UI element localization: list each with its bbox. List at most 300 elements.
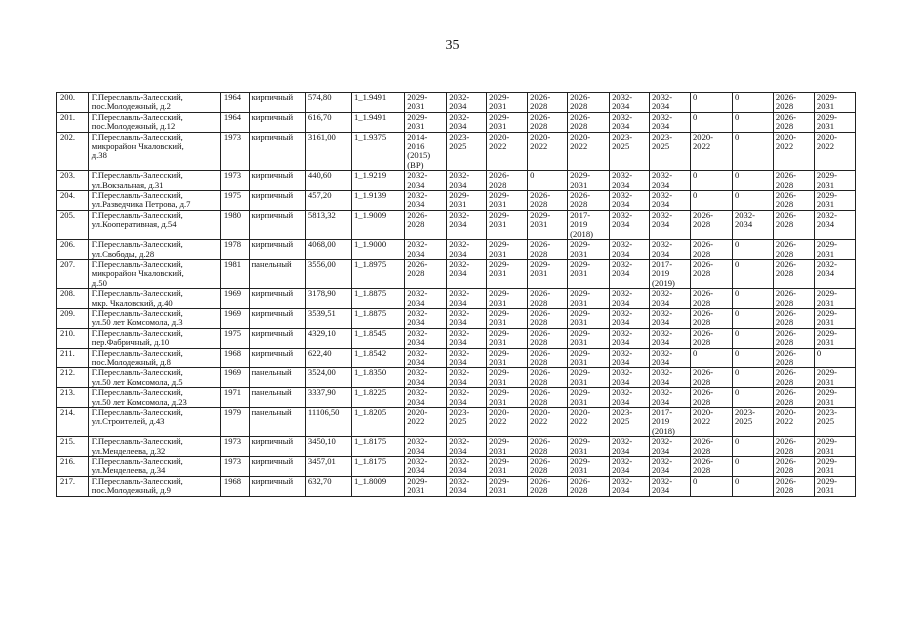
repair-period-cell-line: 2029- <box>816 387 837 398</box>
repair-period-cell-line: 2028 <box>775 465 794 476</box>
repair-period-cell <box>487 93 528 113</box>
index-code-cell-line: 1_1.8009 <box>353 476 387 486</box>
repair-period-cell-line: 2028 <box>570 485 588 496</box>
repair-period-cell-line: 2031 <box>816 121 835 132</box>
repair-period-cell <box>568 191 610 211</box>
repair-period-cell-line: 2032- <box>407 436 428 447</box>
repair-period-cell-line: 2019 <box>652 268 670 279</box>
repair-period-cell <box>528 191 568 211</box>
year-built-cell-line: 1973 <box>223 436 242 447</box>
wall-material-cell <box>249 93 305 113</box>
wall-material-cell-line: кирпичный <box>251 308 294 318</box>
repair-period-cell-line: 2034 <box>652 219 670 230</box>
address-cell <box>88 259 220 288</box>
repair-period-cell <box>773 259 814 288</box>
total-area-cell-line: 4068,00 <box>307 239 336 250</box>
repair-period-cell-line: 2029- <box>816 92 837 102</box>
repair-period-cell-line: 2034 <box>652 356 670 367</box>
year-built-cell-line: 1969 <box>223 367 242 378</box>
total-area-cell-line: 622,40 <box>307 348 332 358</box>
repair-period-cell-line: 2028 <box>692 297 711 308</box>
table-body <box>57 93 856 497</box>
row-number-cell <box>57 408 89 437</box>
table-row <box>57 132 856 171</box>
repair-period-cell-line: 2034 <box>612 219 630 230</box>
repair-period-cell-line: 2031 <box>816 376 835 387</box>
repair-period-cell-line: 2031 <box>489 199 507 210</box>
repair-period-cell-line: 2034 <box>734 219 753 230</box>
repair-period-cell <box>650 476 691 496</box>
repair-period-cell-line: 2026- <box>775 170 796 181</box>
repair-period-cell-line: 2028 <box>692 317 711 328</box>
repair-period-cell-line: 2026- <box>775 367 796 378</box>
index-code-cell <box>351 171 404 191</box>
repair-period-cell <box>690 388 732 408</box>
table-row <box>57 308 856 328</box>
repair-period-cell-line: 2032- <box>652 92 673 102</box>
repair-period-cell <box>568 132 610 171</box>
repair-period-cell <box>568 308 610 328</box>
total-area-cell-line: 616,70 <box>307 112 332 122</box>
wall-material-cell-line: кирпичный <box>251 456 294 467</box>
repair-period-cell-line: 2026- <box>692 328 714 338</box>
repair-period-cell-line: 2026- <box>775 190 796 201</box>
address-cell-line: мкр. Чкаловский, д.40 <box>91 297 173 308</box>
repair-period-cell-line: 0 <box>734 170 740 181</box>
repair-period-cell <box>773 289 814 309</box>
repair-period-cell <box>773 240 814 260</box>
repair-period-cell <box>650 289 691 309</box>
row-number-cell <box>57 171 89 191</box>
repair-period-cell-line: 2029- <box>570 367 591 378</box>
repair-period-cell-line: 2032- <box>652 456 673 467</box>
address-cell-line: Г.Переславль-Залесский, <box>91 476 183 486</box>
repair-period-cell-line: 2029- <box>489 476 510 486</box>
address-cell-line: Г.Переславль-Залесский, <box>91 288 183 299</box>
repair-period-cell-line: 2026- <box>775 92 796 102</box>
repair-period-cell-line: 2031 <box>489 337 507 348</box>
repair-period-cell-line: 2034 <box>449 101 467 112</box>
repair-period-cell <box>447 308 487 328</box>
repair-period-cell-line: 0 <box>734 387 740 398</box>
repair-period-cell <box>814 476 855 496</box>
repair-period-cell-line: 2028 <box>775 376 794 387</box>
repair-period-cell <box>732 476 773 496</box>
repair-period-cell-line: 2029- <box>570 259 591 269</box>
repair-period-cell-line: 2031 <box>816 297 835 308</box>
repair-period-cell-line: 2029- <box>570 387 591 398</box>
index-code-cell-line: 1_1.8975 <box>353 259 387 269</box>
repair-period-cell <box>773 191 814 211</box>
repair-period-cell <box>610 191 650 211</box>
address-cell-line: Г.Переславль-Залесский, <box>91 456 183 467</box>
repair-period-cell-line: 2022 <box>489 141 507 152</box>
repair-period-cell-line: 2031 <box>570 376 588 387</box>
repair-period-cell-line: 2028 <box>530 445 548 456</box>
repair-period-cell-line: 2028 <box>775 297 794 308</box>
address-cell <box>88 289 220 309</box>
repair-period-cell-line: 2034 <box>652 179 670 190</box>
repair-period-cell <box>650 171 691 191</box>
index-code-cell <box>351 437 404 457</box>
repair-period-cell <box>568 112 610 132</box>
year-built-cell-line: 1975 <box>223 190 242 201</box>
total-area-cell <box>305 308 351 328</box>
repair-period-cell-line: 2028 <box>570 199 588 210</box>
total-area-cell <box>305 408 351 437</box>
repair-period-cell-line: 2025 <box>449 416 467 427</box>
repair-period-cell-line: 0 <box>692 170 698 181</box>
year-built-cell-line: 1978 <box>223 239 242 250</box>
index-code-cell <box>351 289 404 309</box>
repair-period-cell <box>487 191 528 211</box>
repair-period-cell-line: 2019 <box>570 219 588 230</box>
repair-period-cell-line: 2031 <box>489 317 507 328</box>
total-area-cell <box>305 132 351 171</box>
repair-period-cell-line: 2026- <box>530 456 551 467</box>
repair-period-cell <box>405 240 447 260</box>
address-cell-line: ул.Менделеева, д.32 <box>91 445 166 456</box>
repair-period-cell-line: 2034 <box>612 445 630 456</box>
repair-period-cell <box>814 348 855 368</box>
year-built-cell-line: 1980 <box>223 210 242 220</box>
repair-period-cell <box>732 408 773 437</box>
wall-material-cell <box>249 191 305 211</box>
repair-period-cell-line: 2026- <box>775 348 796 358</box>
row-number-cell-line: 200. <box>60 92 76 102</box>
repair-period-cell-line: 2032- <box>652 476 673 486</box>
repair-period-cell-line: 0 <box>734 456 740 467</box>
repair-period-cell <box>568 328 610 348</box>
repair-period-cell <box>773 408 814 437</box>
repair-period-cell-line: 0 <box>734 190 740 201</box>
repair-period-cell <box>487 112 528 132</box>
repair-period-cell-line: 2026- <box>775 456 796 467</box>
repair-period-cell-line: 2032- <box>612 259 633 269</box>
repair-period-cell-line: 2032- <box>652 190 673 201</box>
index-code-cell <box>351 408 404 437</box>
wall-material-cell <box>249 240 305 260</box>
address-cell-line: ул.50 лет Комсомола, д.23 <box>91 396 187 407</box>
repair-period-cell-line: 2032- <box>612 190 633 201</box>
repair-period-cell-line: 2026- <box>692 259 714 269</box>
repair-period-cell-line: 2029- <box>570 239 591 250</box>
address-cell-line: ул.Вокзальная, д.31 <box>91 179 164 190</box>
repair-period-cell <box>732 308 773 328</box>
repair-period-cell <box>610 408 650 437</box>
repair-period-cell <box>773 388 814 408</box>
wall-material-cell <box>249 476 305 496</box>
repair-period-cell-line: 2023- <box>652 132 673 142</box>
repair-period-cell <box>405 388 447 408</box>
repair-period-cell-line: 2034 <box>652 199 670 210</box>
repair-period-cell <box>814 240 855 260</box>
repair-period-cell-line: 2034 <box>652 337 670 348</box>
repair-period-cell-line: 2031 <box>816 465 835 476</box>
total-area-cell-line: 3450,10 <box>307 436 336 447</box>
row-number-cell <box>57 457 89 477</box>
repair-period-cell <box>650 328 691 348</box>
year-built-cell-line: 1969 <box>223 308 242 318</box>
table-row <box>57 112 856 132</box>
repair-period-cell-line: 2026- <box>692 210 714 220</box>
repair-period-cell <box>814 191 855 211</box>
repair-period-cell-line: 2034 <box>407 396 425 407</box>
total-area-cell-line: 3178,90 <box>307 288 336 299</box>
index-code-cell-line: 1_1.9009 <box>353 210 387 220</box>
housing-repair-schedule-table <box>56 92 856 497</box>
repair-period-cell <box>610 437 650 457</box>
table-row <box>57 328 856 348</box>
repair-period-cell-line: 2034 <box>612 121 630 132</box>
index-code-cell <box>351 93 404 113</box>
year-built-cell-line: 1973 <box>223 132 242 142</box>
repair-period-cell <box>814 437 855 457</box>
repair-period-cell <box>568 93 610 113</box>
repair-period-cell-line: 2026- <box>530 348 551 358</box>
row-number-cell <box>57 210 89 239</box>
repair-period-cell-line: 2032- <box>612 328 633 338</box>
repair-period-cell <box>814 210 855 239</box>
repair-period-cell <box>650 132 691 171</box>
repair-period-cell <box>610 240 650 260</box>
repair-period-cell-line: 2028 <box>530 376 548 387</box>
repair-period-cell-line: 2028 <box>775 248 794 259</box>
row-number-cell-line: 214. <box>60 407 76 417</box>
repair-period-cell <box>650 437 691 457</box>
repair-period-cell-line: 2032- <box>612 239 633 250</box>
year-built-cell <box>220 259 249 288</box>
repair-period-cell <box>405 93 447 113</box>
repair-period-cell-line: 2028 <box>775 219 794 230</box>
repair-period-cell <box>487 437 528 457</box>
repair-period-cell-line: 2031 <box>570 179 588 190</box>
repair-period-cell-line: 2032- <box>734 210 756 220</box>
year-built-cell <box>220 368 249 388</box>
repair-period-cell <box>732 93 773 113</box>
repair-period-cell-line: 2031 <box>489 121 507 132</box>
repair-period-cell <box>773 437 814 457</box>
index-code-cell <box>351 328 404 348</box>
repair-period-cell-line: 2034 <box>449 121 467 132</box>
repair-period-cell <box>405 408 447 437</box>
total-area-cell <box>305 289 351 309</box>
index-code-cell-line: 1_1.9219 <box>353 170 387 181</box>
repair-period-cell-line: 2025 <box>449 141 467 152</box>
repair-period-cell <box>650 240 691 260</box>
address-cell <box>88 388 220 408</box>
total-area-cell-line: 457,20 <box>307 190 332 201</box>
repair-period-cell <box>732 328 773 348</box>
year-built-cell <box>220 93 249 113</box>
repair-period-cell <box>690 328 732 348</box>
repair-period-cell-line: 2032- <box>652 112 673 122</box>
row-number-cell-line: 211. <box>60 348 75 358</box>
repair-period-cell-line: 2029- <box>489 328 510 338</box>
repair-period-cell-line: 2032- <box>449 436 470 447</box>
total-area-cell <box>305 210 351 239</box>
repair-period-cell <box>732 259 773 288</box>
repair-period-cell-line: 2028 <box>692 445 711 456</box>
repair-period-cell-line: 2028 <box>775 268 794 279</box>
wall-material-cell <box>249 132 305 171</box>
repair-period-cell-line: 2028 <box>692 376 711 387</box>
repair-period-cell-line: 2020- <box>570 132 591 142</box>
repair-period-cell-line: 0 <box>734 348 740 358</box>
repair-period-cell-line: 2034 <box>449 356 467 367</box>
repair-period-cell <box>814 388 855 408</box>
repair-period-cell <box>528 368 568 388</box>
repair-period-cell-line: 2034 <box>652 485 670 496</box>
repair-period-cell <box>690 476 732 496</box>
row-number-cell <box>57 476 89 496</box>
repair-period-cell-line: 2026- <box>530 190 551 201</box>
repair-period-cell-line: 2034 <box>449 248 467 259</box>
repair-period-cell-line: 2032- <box>407 367 428 378</box>
repair-period-cell-line: 2032- <box>449 456 470 467</box>
repair-period-cell-line: 2026- <box>692 436 714 447</box>
wall-material-cell <box>249 388 305 408</box>
repair-period-cell <box>732 112 773 132</box>
repair-period-cell-line: 2028 <box>407 268 425 279</box>
repair-period-cell-line: 2034 <box>449 376 467 387</box>
repair-period-cell-line: 2026- <box>775 210 796 220</box>
repair-period-cell-line: 2032- <box>407 190 428 201</box>
repair-period-cell-line: 0 <box>816 348 822 358</box>
repair-period-cell <box>732 191 773 211</box>
repair-period-cell <box>690 112 732 132</box>
repair-period-cell-line: 2029- <box>489 308 510 318</box>
repair-period-cell <box>773 210 814 239</box>
row-number-cell <box>57 93 89 113</box>
repair-period-cell-line: 2016 <box>407 141 425 152</box>
index-code-cell <box>351 191 404 211</box>
repair-period-cell-line: 2032- <box>407 387 428 398</box>
repair-period-cell-line: 2025 <box>816 416 835 427</box>
total-area-cell <box>305 93 351 113</box>
address-cell <box>88 437 220 457</box>
repair-period-cell <box>650 191 691 211</box>
repair-period-cell <box>447 171 487 191</box>
repair-period-cell <box>528 308 568 328</box>
repair-period-cell-line: 2032- <box>612 387 633 398</box>
row-number-cell <box>57 132 89 171</box>
row-number-cell-line: 209. <box>60 308 76 318</box>
repair-period-cell-line: 2029- <box>489 92 510 102</box>
repair-period-cell-line: 2032- <box>612 456 633 467</box>
repair-period-cell <box>447 259 487 288</box>
year-built-cell <box>220 328 249 348</box>
wall-material-cell-line: кирпичный <box>251 170 294 181</box>
repair-period-cell-line: 2026- <box>530 476 551 486</box>
index-code-cell <box>351 368 404 388</box>
wall-material-cell <box>249 457 305 477</box>
repair-period-cell-line: 2032- <box>407 456 428 467</box>
total-area-cell-line: 3539,51 <box>307 308 336 318</box>
repair-period-cell <box>650 210 691 239</box>
repair-period-cell <box>447 93 487 113</box>
year-built-cell <box>220 476 249 496</box>
table-row <box>57 240 856 260</box>
repair-period-cell <box>610 348 650 368</box>
row-number-cell <box>57 308 89 328</box>
repair-period-cell <box>447 328 487 348</box>
repair-period-cell-line: 2032- <box>449 308 470 318</box>
repair-period-cell-line: 2031 <box>570 465 588 476</box>
total-area-cell-line: 440,60 <box>307 170 332 181</box>
repair-period-cell-line: 2034 <box>652 317 670 328</box>
repair-period-cell-line: 2026- <box>530 112 551 122</box>
repair-period-cell-line: 2029- <box>489 288 510 299</box>
address-cell-line: Г.Переславль-Залесский, <box>91 210 183 220</box>
repair-period-cell-line: 2031 <box>489 101 507 112</box>
repair-period-cell-line: 2034 <box>816 268 835 279</box>
repair-period-cell-line: 2022 <box>570 141 588 152</box>
repair-period-cell-line: 2028 <box>570 121 588 132</box>
repair-period-cell-line: 2022 <box>816 141 835 152</box>
address-cell-line: пос.Молодежный, д.9 <box>91 485 171 496</box>
wall-material-cell <box>249 112 305 132</box>
repair-period-cell-line: 2032- <box>612 92 633 102</box>
repair-period-cell-line: 2034 <box>612 396 630 407</box>
address-cell <box>88 328 220 348</box>
repair-period-cell-line: 2029- <box>570 328 591 338</box>
repair-period-cell-line: 2031 <box>816 199 835 210</box>
repair-period-cell-line: 2031 <box>489 445 507 456</box>
repair-period-cell-line: 2034 <box>652 297 670 308</box>
repair-period-cell-line: 2029- <box>816 436 837 447</box>
repair-period-cell-line: 2028 <box>692 465 711 476</box>
repair-period-cell <box>447 112 487 132</box>
year-built-cell <box>220 171 249 191</box>
repair-period-cell-line: 2029- <box>570 288 591 299</box>
table-row <box>57 476 856 496</box>
repair-period-cell-line: 2034 <box>449 317 467 328</box>
repair-period-cell-line: 2032- <box>612 308 633 318</box>
repair-period-cell <box>528 457 568 477</box>
row-number-cell <box>57 112 89 132</box>
repair-period-cell-line: 2034 <box>612 101 630 112</box>
repair-period-cell <box>405 191 447 211</box>
repair-period-cell <box>690 368 732 388</box>
repair-period-cell-line: 2028 <box>530 465 548 476</box>
table-row <box>57 457 856 477</box>
repair-period-cell-line: 2028 <box>530 248 548 259</box>
repair-period-cell <box>447 388 487 408</box>
repair-period-cell-line: 2028 <box>530 356 548 367</box>
repair-period-cell-line: 2029- <box>489 190 510 201</box>
repair-period-cell-line: 2031 <box>816 485 835 496</box>
repair-period-cell <box>528 210 568 239</box>
repair-period-cell-line: 2028 <box>692 268 711 279</box>
repair-period-cell-line: 2023- <box>734 407 756 417</box>
repair-period-cell-line: 0 <box>734 328 740 338</box>
repair-period-cell-line: 2034 <box>652 465 670 476</box>
repair-period-cell-line: 2026- <box>775 328 796 338</box>
year-built-cell <box>220 437 249 457</box>
repair-period-cell-line: 2026- <box>692 367 714 378</box>
repair-period-cell-line: 2032- <box>449 288 470 299</box>
index-code-cell-line: 1_1.8545 <box>353 328 387 338</box>
repair-period-cell-line: 2031 <box>489 485 507 496</box>
repair-period-cell <box>568 408 610 437</box>
repair-period-cell-line: 0 <box>734 239 740 250</box>
wall-material-cell-line: кирпичный <box>251 190 294 201</box>
repair-period-cell <box>773 348 814 368</box>
repair-period-cell-line: 0 <box>734 112 740 122</box>
table-row <box>57 93 856 113</box>
repair-period-cell-line: 2029- <box>530 210 551 220</box>
